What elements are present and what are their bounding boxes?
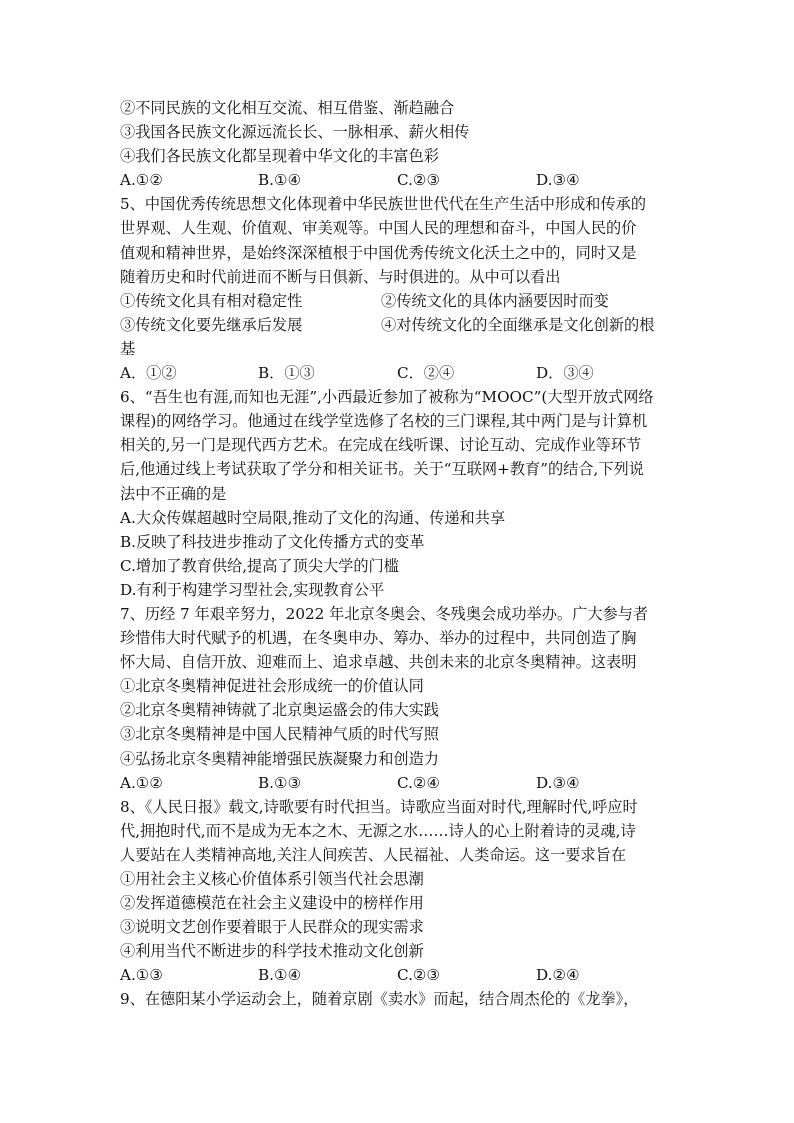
option-c: C．②④: [397, 364, 455, 383]
q5-stem-line: 随着历史和时代前进而不断与日俱新、与时俱进的。从中可以看出: [120, 267, 561, 286]
q7-stem-line: 珍惜伟大时代赋予的机遇，在冬奥申办、筹办、举办的过程中，共同创造了胸: [120, 629, 637, 648]
q8-stem-line: 8、《人民日报》载文,诗歌要有时代担当。诗歌应当面对时代,理解时代,呼应时: [120, 797, 638, 816]
option-c: C.②③: [397, 171, 441, 190]
q6-stem-line: 相关的,另一门是现代西方艺术。在完成在线听课、讨论互动、完成作业等环节: [120, 436, 642, 455]
q7-item-1: ①北京冬奥精神促进社会形成统一的价值认同: [120, 677, 424, 696]
option-b: B.①④: [258, 171, 302, 190]
option-b: B.①③: [258, 773, 302, 792]
q7-item-2: ②北京冬奥精神铸就了北京奥运盛会的伟大实践: [120, 701, 439, 720]
q5-item-3: ③传统文化要先继承后发展: [120, 315, 303, 334]
option-a: A．①②: [120, 364, 177, 383]
q5-options: [120, 361, 680, 385]
q5-items-row-2: [120, 313, 680, 337]
q8-stem-line: 人要站在人类精神高地,关注人间疾苦、人民福祉、人类命运。这一要求旨在: [120, 845, 627, 864]
option-c: C.②④: [397, 773, 441, 792]
q8-stem-line: 代,拥抱时代,而不是成为无本之木、无源之水……诗人的心上附着诗的灵魂,诗: [120, 821, 636, 840]
option-c: C.②③: [397, 966, 441, 985]
exam-page: [120, 96, 680, 1012]
q5-stem-line: 世界观、人生观、价值观、审美观等。中国人民的理想和奋斗，中国人民的价: [120, 219, 637, 238]
q7-item-4: ④弘扬北京冬奥精神能增强民族凝聚力和创造力: [120, 749, 439, 768]
q4-item-4: ④我们各民族文化都呈现着中华文化的丰富色彩: [120, 147, 439, 166]
q5-item-2: ②传统文化的具体内涵要因时而变: [381, 291, 609, 310]
option-b: B．①③: [258, 364, 315, 383]
q8-item-4: ④利用当代不断进步的科学技术推动文化创新: [120, 942, 424, 961]
q8-item-1: ①用社会主义核心价值体系引领当代社会思潮: [120, 870, 424, 888]
q6-choice-c: C.增加了教育供给,提高了顶尖大学的门槛: [120, 556, 399, 575]
option-d: D．③④: [536, 364, 594, 383]
q8-options: [120, 963, 680, 987]
q5-item-4: ④对传统文化的全面继承是文化创新的根: [381, 315, 655, 334]
q6-stem-line: 6、“吾生也有涯,而知也无涯”,小西最近参加了被称为“MOOC”(大型开放式网络: [120, 388, 654, 407]
option-a: A.①②: [120, 171, 164, 190]
q8-item-3: ③说明文艺创作要着眼于人民群众的现实需求: [120, 918, 424, 937]
q5-stem-line: 5、中国优秀传统思想文化体现着中华民族世世代代在生产生活中形成和传承的: [120, 195, 647, 214]
q7-stem-line: 怀大局、自信开放、迎难而上、追求卓越、共创未来的北京冬奥精神。这表明: [120, 653, 637, 672]
q7-options: [120, 771, 680, 795]
option-d: D.②④: [536, 966, 580, 985]
option-b: B.①④: [258, 966, 302, 985]
q6-stem-line: 后,他通过线上考试获取了学分和相关证书。关于“互联网+教育”的结合,下列说: [120, 460, 644, 479]
q6-choice-b: B.反映了科技进步推动了文化传播方式的变革: [120, 532, 425, 551]
q8-item-2: ②发挥道德模范在社会主义建设中的榜样作用: [120, 894, 424, 913]
q5-stem-line: 值观和精神世界，是始终深深植根于中国优秀传统文化沃土之中的，同时又是: [120, 243, 637, 262]
option-a: A.①③: [120, 966, 164, 985]
q4-item-2: ②不同民族的文化相互交流、相互借鉴、渐趋融合: [120, 99, 455, 117]
option-d: D.③④: [536, 171, 580, 190]
q9-stem-line: 9、在德阳某小学运动会上，随着京剧《卖水》而起，结合周杰伦的《龙拳》，: [120, 990, 639, 1009]
q4-item-3: ③我国各民族文化源远流长长、一脉相承、薪火相传: [120, 123, 470, 142]
option-d: D.③④: [536, 773, 580, 792]
q5-item-1: ①传统文化具有相对稳定性: [120, 291, 303, 310]
q5-item-4-continued: 基: [120, 339, 136, 358]
q4-options: [120, 168, 680, 192]
q6-choice-d: D.有利于构建学习型社会,实现教育公平: [120, 580, 385, 599]
q7-stem-line: 7、历经 7 年艰辛努力，2022 年北京冬奥会、冬残奥会成功举办。广大参与者: [120, 604, 649, 623]
option-a: A.①②: [120, 773, 164, 792]
q7-item-3: ③北京冬奥精神是中国人民精神气质的时代写照: [120, 725, 439, 744]
q6-stem-line: 法中不正确的是: [120, 484, 227, 503]
q6-choice-a: A.大众传媒超越时空局限,推动了文化的沟通、传递和共享: [120, 508, 506, 527]
q6-stem-line: 课程)的网络学习。他通过在线学堂选修了名校的三门课程,其中两门是与计算机: [120, 412, 648, 431]
q5-items-row-1: [120, 289, 680, 313]
